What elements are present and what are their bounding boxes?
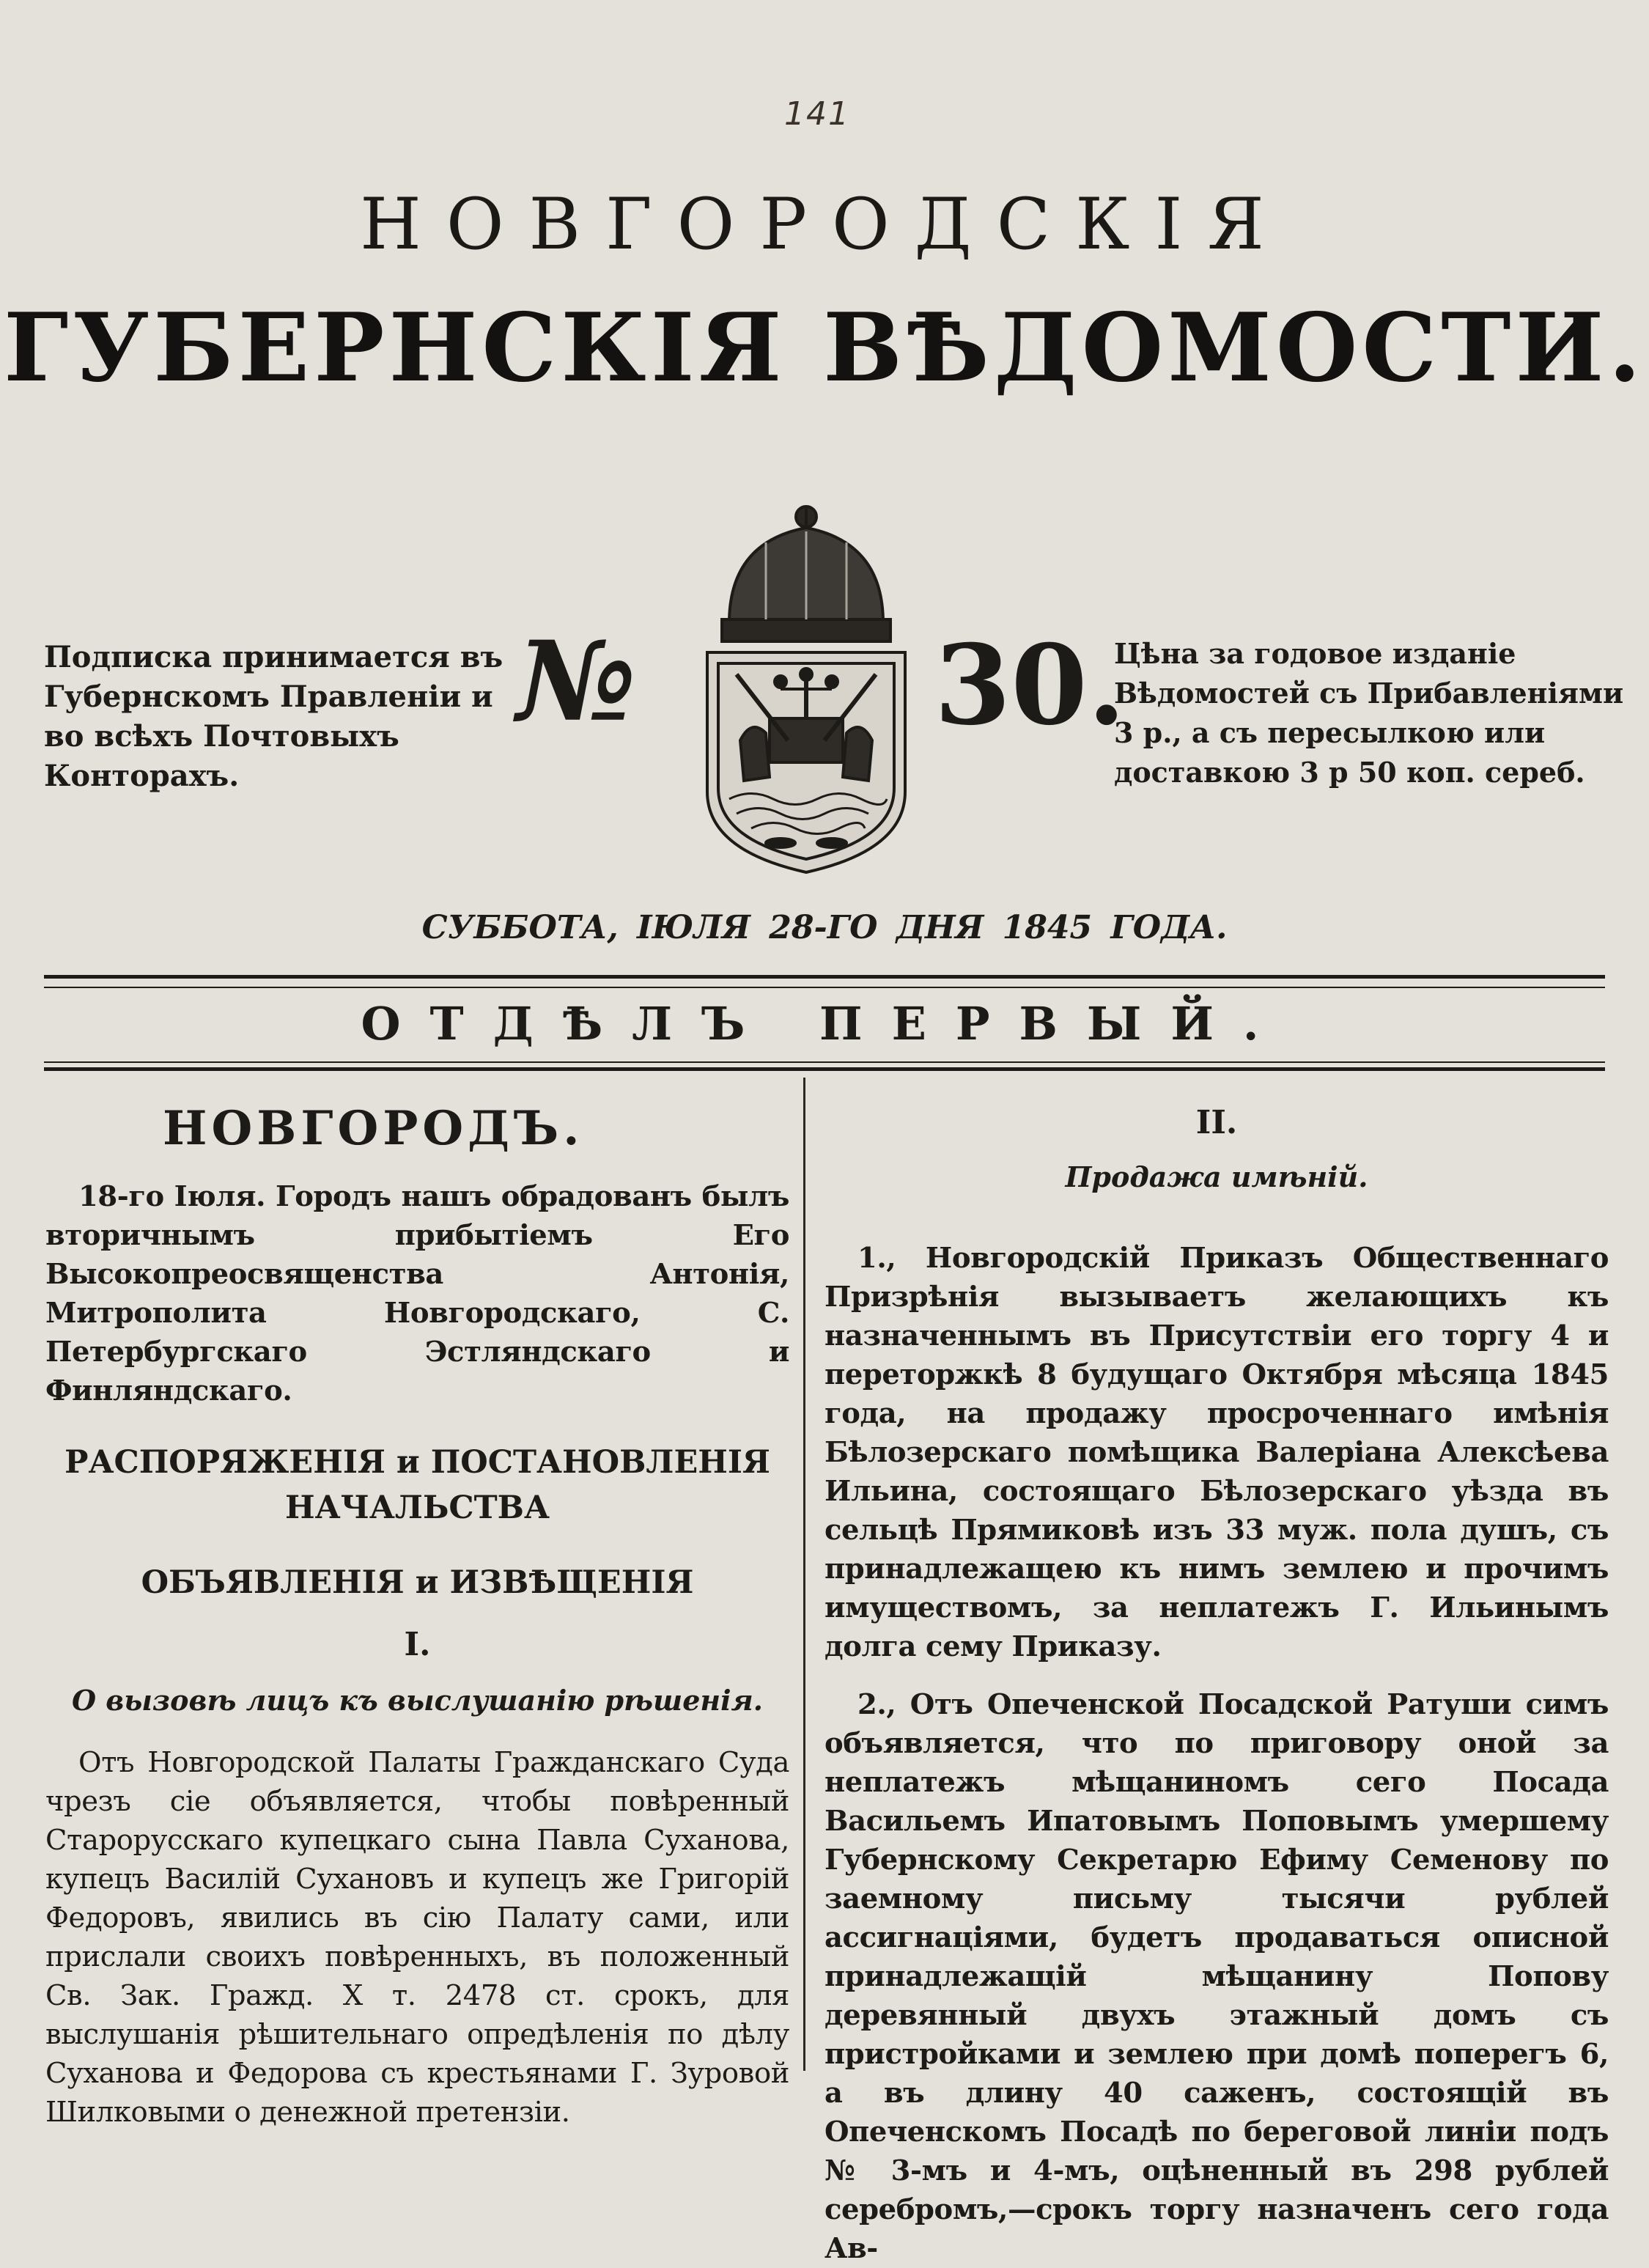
column-divider (803, 1078, 805, 2071)
page-number: 141 (784, 95, 850, 133)
divider (44, 1067, 1605, 1071)
notice-paragraph: Отъ Новгородской Палаты Гражданскаго Суда чрезъ сіе объявляется, чтобы повѣренный Старорусскаго купецкаго сына Павла Суханова, купецъ Василій Сухановъ и купецъ же Григорій Федоровъ, явились въ сію Палату сами, или прислали своихъ повѣренныхъ, въ положенный Св. Зак. Гражд. X т. 2478 ст. срокъ, для выслушанія рѣшительнаго опредѣленія по дѣлу Суханова и Федорова съ крестьянами Г. Зуровой Шилковыми о денежной претензіи. (45, 1746, 789, 2129)
notice-paragraph: 2., Отъ Опеченской Посадской Ратуши симъ объявляется, что по приговору оной за неплатежъ мѣщаниномъ сего Посада Васильемъ Ипатовымъ Поповымъ умершему Губернскому Секретарю Ефиму Семенову по заемному письму тысячи рублей ассигнаціями, будетъ продаваться описной принадлежащій мѣщанину Попову деревянный двухъ этажный домъ съ пристройками и землею при домѣ поперегъ 6, а въ длину 40 саженъ, состоящій въ Опеченскомъ Посадѣ по береговой линіи подъ № 3-мъ и 4-мъ, оцѣненный въ 298 рублей серебромъ,—срокъ торгу назначенъ сего года Ав- (824, 1688, 1609, 2265)
city-heading: НОВГОРОДЪ. (163, 1101, 584, 1156)
roman-numeral: II. (1195, 1104, 1238, 1141)
section-heading: ОБЪЯВЛЕНІЯ и ИЗВѢЩЕНІЯ (141, 1564, 694, 1601)
roman-numeral: I. (404, 1626, 431, 1663)
news-paragraph: 18-го Іюля. Городъ нашъ обрадованъ былъ вторичнымъ прибытіемъ Его Высокопреосвященства Антонія, Митрополита Новгородскаго, С. Петербургскаго Эстляндскаго и Финляндскаго. (45, 1180, 789, 1407)
subscription-note: Подписка принимается въ Губернскомъ Правленіи и во всѣхъ Почтовыхъ Конторахъ. (44, 640, 503, 793)
subsection-heading: О вызовѣ лицъ къ выслушанію рѣшенія. (71, 1684, 764, 1717)
issue-sign: № (517, 617, 637, 746)
issue-date: СУББОТА, ІЮЛЯ 28-ГО ДНЯ 1845 ГОДА. (421, 909, 1228, 946)
section-heading: РАСПОРЯЖЕНІЯ и ПОСТАНОВЛЕНІЯ НАЧАЛЬСТВА (64, 1444, 770, 1526)
price-note: Цѣна за годовое изданіе Вѣдомостей съ Прибавленіями 3 р., а съ пересылкою или доставкою 3 р 50 коп. сереб. (1114, 637, 1624, 789)
masthead-title-line1: НОВГОРОДСКІЯ (360, 183, 1289, 265)
section-title: ОТДѢЛЪ ПЕРВЫЙ. (361, 997, 1288, 1050)
masthead-title-line2: ГУБЕРНСКІЯ ВѢДОМОСТИ. (4, 293, 1645, 403)
divider (44, 975, 1605, 979)
right-column (824, 1100, 1609, 2268)
subsection-heading: Продажа имѣній. (1065, 1160, 1368, 1193)
left-column (45, 1100, 789, 2132)
notice-paragraph: 1., Новгородскій Приказъ Общественнаго Призрѣнія вызываетъ желающихъ къ назначеннымъ въ Присутствіи его торгу 4 и переторжкѣ 8 будущаго Октября мѣсяца 1845 года, на продажу просроченнаго имѣнія Бѣлозерскаго помѣщика Валеріана Алексѣева Ильина, состоящаго Бѣлозерскаго уѣзда въ сельцѣ Прямиковѣ изъ 33 муж. пола душъ, съ принадлежащею къ нимъ землею и прочимъ имуществомъ, за неплатежъ Г. Ильинымъ долга сему Приказу. (824, 1242, 1609, 1663)
divider (44, 987, 1605, 988)
issue-number: 30. (934, 621, 1126, 750)
coat-of-arms-icon (685, 498, 927, 880)
divider (44, 1061, 1605, 1063)
